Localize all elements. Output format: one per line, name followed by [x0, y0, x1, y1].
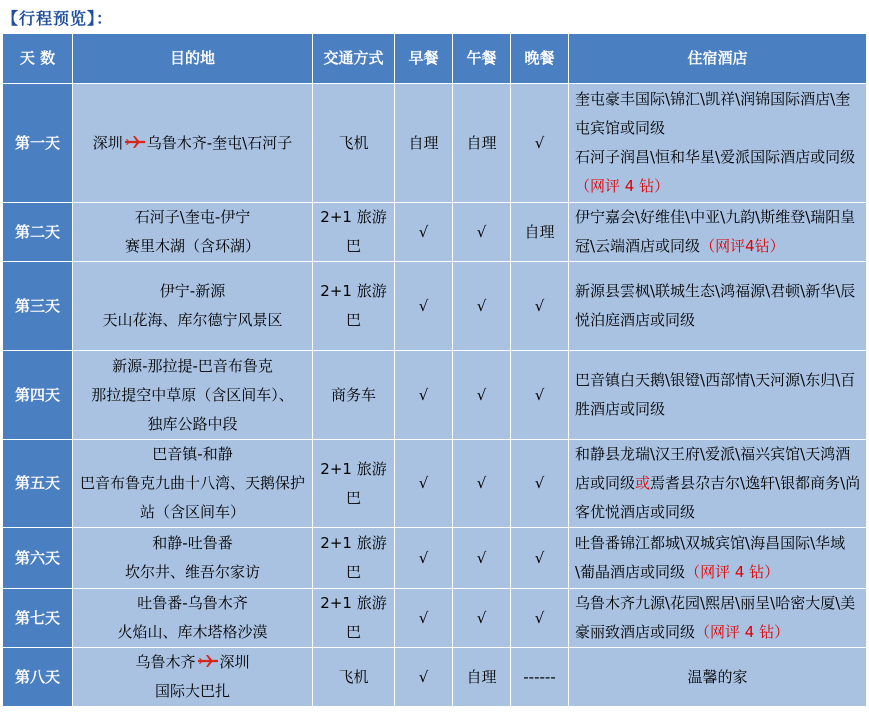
- day-cell: 第六天: [3, 528, 73, 589]
- destination-cell: 巴音镇-和静 巴音布鲁克九曲十八湾、天鹅保护站（含区间车）: [73, 440, 313, 528]
- lunch-cell: √: [453, 262, 511, 351]
- transport-cell: 商务车: [313, 351, 395, 440]
- dest-line2: 国际大巴扎: [154, 682, 230, 700]
- hotel-or: 或: [635, 474, 651, 492]
- breakfast-cell: √: [395, 648, 453, 707]
- lunch-cell: 自理: [453, 84, 511, 203]
- lunch-cell: √: [453, 203, 511, 262]
- table-row: [3, 84, 867, 203]
- transport-cell: 2+1 旅游巴: [313, 440, 395, 528]
- breakfast-cell: 自理: [395, 84, 453, 203]
- breakfast-cell: √: [395, 440, 453, 528]
- dest-from: 乌鲁木齐: [135, 653, 196, 671]
- table-row: [3, 528, 867, 589]
- itinerary-table: [2, 33, 867, 707]
- rating-badge: （网评 4 钻）: [695, 623, 790, 641]
- day-cell: 第八天: [3, 648, 73, 707]
- table-row: [3, 203, 867, 262]
- day-cell: 第二天: [3, 203, 73, 262]
- lunch-cell: √: [453, 351, 511, 440]
- day-cell: 第三天: [3, 262, 73, 351]
- dinner-cell: √: [511, 84, 569, 203]
- dinner-cell: √: [511, 589, 569, 648]
- hotel-cell: 新源县雲枫\联城生态\鸿福源\君顿\新华\辰悦泊庭酒店或同级: [569, 262, 867, 351]
- destination-cell: 和静-吐鲁番 坎尔井、维吾尔家访: [73, 528, 313, 589]
- hotel-cell: [569, 84, 867, 203]
- dinner-cell: √: [511, 351, 569, 440]
- table-row: [3, 262, 867, 351]
- hotel-cell: 巴音镇白天鹅\银镫\西部情\天河源\东归\百胜酒店或同级: [569, 351, 867, 440]
- lunch-cell: 自理: [453, 648, 511, 707]
- dinner-cell: ------: [511, 648, 569, 707]
- hotel-cell: [569, 440, 867, 528]
- table-row: [3, 648, 867, 707]
- hotel-text: 伊宁嘉会\好维佳\中亚\九韵\斯维登\瑞阳皇冠\云端酒店或同级: [575, 208, 856, 255]
- header-days: 天 数: [3, 34, 73, 84]
- header-breakfast: 早餐: [395, 34, 453, 84]
- hotel-text: 和静县龙瑞\汉王府\爱派\福兴宾馆\天鸿酒店或同级: [575, 445, 851, 492]
- transport-cell: 2+1 旅游巴: [313, 589, 395, 648]
- rating-badge: （网评4钻）: [700, 237, 785, 255]
- hotel-cell: [569, 203, 867, 262]
- hotel-cell: [569, 589, 867, 648]
- day-cell: 第四天: [3, 351, 73, 440]
- breakfast-cell: √: [395, 589, 453, 648]
- dinner-cell: 自理: [511, 203, 569, 262]
- airplane-icon: [124, 135, 146, 149]
- header-lunch: 午餐: [453, 34, 511, 84]
- hotel-text: 乌鲁木齐九源\花园\熙居\丽呈\哈密大厦\美豪丽致酒店或同级: [575, 594, 856, 641]
- rating-badge: （网评 4 钻）: [685, 563, 780, 581]
- destination-cell: [73, 648, 313, 707]
- dest-to: 深圳: [219, 653, 250, 671]
- dinner-cell: √: [511, 440, 569, 528]
- day-cell: 第七天: [3, 589, 73, 648]
- header-hotel: 住宿酒店: [569, 34, 867, 84]
- transport-cell: 2+1 旅游巴: [313, 262, 395, 351]
- header-dinner: 晚餐: [511, 34, 569, 84]
- table-row: [3, 589, 867, 648]
- table-row: [3, 351, 867, 440]
- transport-cell: 飞机: [313, 84, 395, 203]
- destination-cell: 石河子\奎屯-伊宁 赛里木湖（含环湖）: [73, 203, 313, 262]
- hotel-cell: 温馨的家: [569, 648, 867, 707]
- day-cell: 第五天: [3, 440, 73, 528]
- dest-to: 乌鲁木齐-奎屯\石河子: [146, 133, 293, 152]
- header-row: [3, 34, 867, 84]
- transport-cell: 2+1 旅游巴: [313, 528, 395, 589]
- lunch-cell: √: [453, 528, 511, 589]
- destination-cell: 新源-那拉提-巴音布鲁克 那拉提空中草原（含区间车）、 独库公路中段: [73, 351, 313, 440]
- airplane-icon: [197, 654, 219, 668]
- transport-cell: 飞机: [313, 648, 395, 707]
- day-cell: 第一天: [3, 84, 73, 203]
- itinerary-heading: 【行程预览】：: [2, 9, 114, 28]
- table-row: [3, 440, 867, 528]
- destination-cell: [73, 84, 313, 203]
- destination-cell: 伊宁-新源 天山花海、库尔德宁风景区: [73, 262, 313, 351]
- hotel-cell: [569, 528, 867, 589]
- breakfast-cell: √: [395, 203, 453, 262]
- hotel-text: 吐鲁番锦江都城\双城宾馆\海昌国际\华域\葡晶酒店或同级: [575, 534, 846, 581]
- transport-cell: 2+1 旅游巴: [313, 203, 395, 262]
- breakfast-cell: √: [395, 528, 453, 589]
- header-transport: 交通方式: [313, 34, 395, 84]
- hotel-text: 奎屯豪丰国际\锦汇\凯祥\润锦国际酒店\奎屯宾馆或同级 石河子润昌\恒和华星\爱派国际酒店或同级: [575, 90, 856, 166]
- dest-from: 深圳: [92, 133, 123, 152]
- hotel-text-alt: 焉耆县尕吉尔\逸轩\银都商务\尚客优悦酒店或同级: [575, 474, 861, 521]
- destination-cell: 吐鲁番-乌鲁木齐 火焰山、库木塔格沙漠: [73, 589, 313, 648]
- rating-badge: （网评 4 钻）: [575, 177, 670, 195]
- lunch-cell: √: [453, 589, 511, 648]
- breakfast-cell: √: [395, 262, 453, 351]
- header-destination: 目的地: [73, 34, 313, 84]
- dinner-cell: √: [511, 262, 569, 351]
- dinner-cell: √: [511, 528, 569, 589]
- breakfast-cell: √: [395, 351, 453, 440]
- lunch-cell: √: [453, 440, 511, 528]
